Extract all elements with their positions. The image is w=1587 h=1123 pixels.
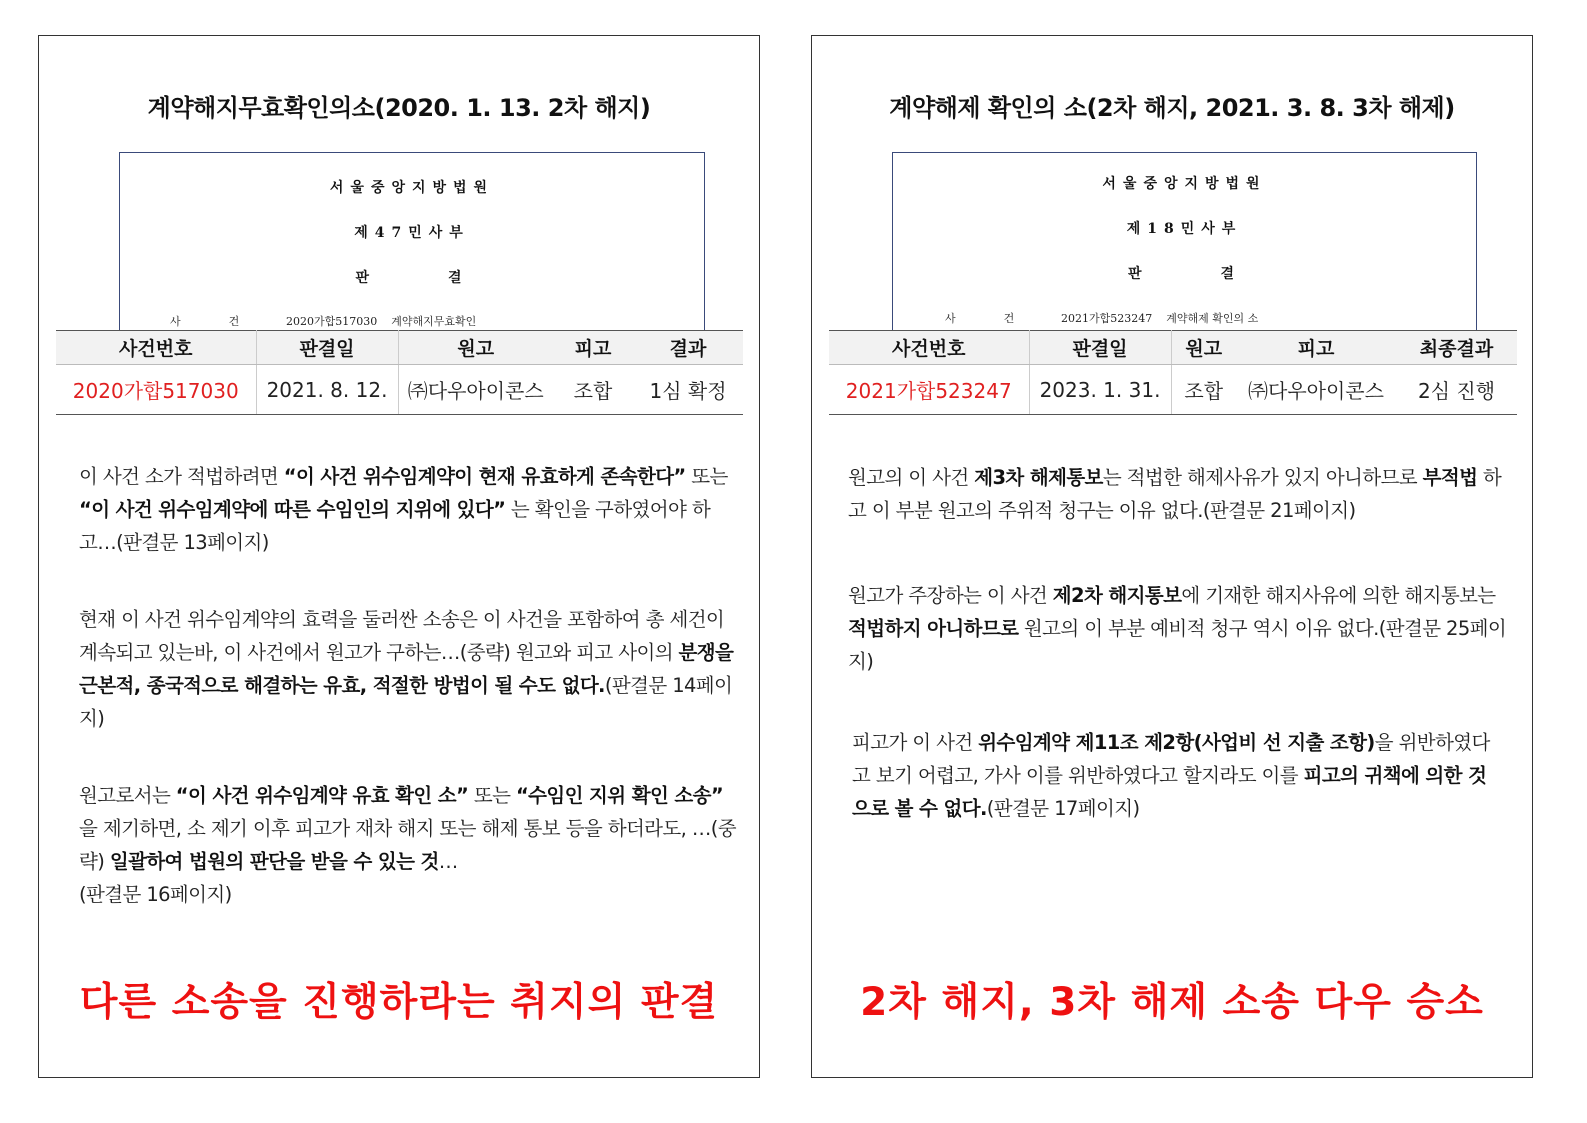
quote-text: 이 사건 소가 적법하려면 (79, 465, 284, 488)
left-conclusion: 다른 소송을 진행하라는 취지의 판결 (79, 980, 719, 1025)
left-quote-2 (79, 603, 739, 735)
quote-emphasis: “이 사건 위수임계약이 현재 유효하게 존속한다” (283, 465, 686, 488)
left-quote-3 (79, 779, 739, 911)
right-doc-division: 제18민사부 (1126, 221, 1243, 237)
right-quote-3 (852, 726, 1492, 825)
left-panel (38, 35, 760, 1078)
right-table-header-row (829, 331, 1517, 365)
right-td-plaintiff: 조합 (1171, 365, 1236, 415)
right-conclusion: 2차 해지, 3차 해제 소송 다우 승소 (860, 980, 1484, 1025)
left-td-plaintiff: ㈜다우아이콘스 (398, 365, 553, 415)
right-th-result: 최종결과 (1396, 331, 1517, 365)
quote-emphasis: “수임인 지위 확인 소송” (515, 784, 724, 807)
left-td-case-number: 2020가합517030 (56, 365, 256, 415)
quote-text: 피고가 이 사건 (852, 731, 979, 754)
quote-text: … (438, 850, 458, 873)
quote-emphasis: 분쟁을 근본적, 종국적으로 해결하는 유효, 적절한 방법이 될 수도 없다. (79, 641, 734, 697)
left-doc-case-label: 사건 (170, 315, 288, 328)
left-th-plaintiff: 원고 (398, 331, 553, 365)
right-judgment-excerpt (892, 152, 1477, 332)
quote-text: 현재 이 사건 위수임계약의 효력을 둘러싼 소송은 이 사건을 포함하여 총 세건이 계속되고 있는바, 이 사건에서 원고가 구하는…(중략) 원고와 피고 사이의 (79, 608, 725, 664)
left-td-date: 2021. 8. 12. (256, 365, 398, 415)
left-th-result: 결과 (633, 331, 743, 365)
right-quote-1 (848, 461, 1513, 527)
quote-emphasis: 제2차 해지통보 (1052, 584, 1182, 607)
left-doc-court: 서울중앙지방법원 (329, 180, 495, 196)
table-row (829, 365, 1517, 415)
table-row (56, 365, 743, 415)
right-case-table (829, 330, 1517, 415)
right-th-date: 판결일 (1029, 331, 1171, 365)
quote-emphasis: 적법하지 아니하므로 (848, 617, 1019, 640)
left-case-table (56, 330, 743, 415)
quote-text: (판결문 16페이지) (79, 883, 232, 906)
quote-text: 원고가 주장하는 이 사건 (848, 584, 1053, 607)
right-panel-title: 계약해제 확인의 소(2차 해지, 2021. 3. 8. 3차 해제) (889, 94, 1455, 122)
quote-text: 하고 이 부분 원고의 주위적 청구는 이유 없다.(판결문 21페이지) (848, 466, 1502, 522)
quote-text: 을 위반하였다고 보기 어렵고, 가사 이를 위반하였다고 할지라도 이를 (852, 731, 1490, 787)
quote-text: 을 제기하면, 소 제기 이후 피고가 재차 해지 또는 해제 통보 등을 하더라도, …(중략) (79, 817, 736, 873)
left-doc-kind-b: 결 (448, 270, 469, 286)
left-th-case-number: 사건번호 (56, 331, 256, 365)
quote-emphasis: 부적법 (1422, 466, 1478, 489)
right-doc-case-label: 사건 (945, 312, 1063, 325)
right-td-defendant: ㈜다우아이콘스 (1236, 365, 1396, 415)
quote-text: (판결문 14페이지) (79, 674, 733, 730)
quote-text: 에 기재한 해지사유에 의한 해지통보는 (1181, 584, 1496, 607)
left-doc-case-name: 계약해지무효확인 (391, 315, 477, 328)
quote-emphasis: 피고의 귀책에 의한 것으로 볼 수 없다. (852, 764, 1487, 820)
left-judgment-excerpt (119, 152, 705, 335)
right-doc-kind-b: 결 (1220, 266, 1242, 282)
right-doc-kind-a: 판 (1127, 266, 1149, 282)
quote-text: 원고의 이 부분 예비적 청구 역시 이유 없다.(판결문 25페이지) (848, 617, 1507, 673)
right-doc-case-name: 계약해제 확인의 소 (1166, 312, 1259, 325)
quote-emphasis: 위수임계약 제11조 제2항(사업비 선 지출 조항) (978, 731, 1375, 754)
left-table-header-row (56, 331, 743, 365)
right-td-result: 2심 진행 (1396, 365, 1517, 415)
right-panel (811, 35, 1533, 1078)
right-th-plaintiff: 원고 (1171, 331, 1236, 365)
left-th-defendant: 피고 (553, 331, 633, 365)
right-doc-case-number: 2021가합523247 (1061, 312, 1153, 325)
right-doc-case-line (945, 310, 1258, 326)
left-td-result: 1심 확정 (633, 365, 743, 415)
quote-text: (판결문 17페이지) (986, 797, 1140, 820)
right-th-defendant: 피고 (1236, 331, 1396, 365)
quote-emphasis: 제3차 해제통보 (974, 466, 1103, 489)
left-doc-kind-a: 판 (355, 270, 376, 286)
right-doc-kind (893, 263, 1476, 283)
right-td-date: 2023. 1. 31. (1029, 365, 1171, 415)
left-doc-kind (120, 267, 704, 287)
quote-emphasis: “이 사건 위수임계약에 따른 수임인의 지위에 있다” (79, 498, 506, 521)
quote-text: 는 적법한 해제사유가 있지 아니하므로 (1102, 466, 1423, 489)
right-th-case-number: 사건번호 (829, 331, 1029, 365)
left-doc-division: 제47민사부 (354, 225, 470, 241)
left-th-date: 판결일 (256, 331, 398, 365)
quote-text: 또는 (468, 784, 516, 807)
right-quote-2 (848, 579, 1513, 678)
quote-emphasis: “이 사건 위수임계약 유효 확인 소” (175, 784, 469, 807)
left-td-defendant: 조합 (553, 365, 633, 415)
left-doc-case-number: 2020가합517030 (286, 315, 378, 328)
quote-emphasis: 일괄하여 법원의 판단을 받을 수 있는 것 (109, 850, 439, 873)
left-panel-title: 계약해지무효확인의소(2020. 1. 13. 2차 해지) (147, 94, 651, 122)
right-td-case-number: 2021가합523247 (829, 365, 1029, 415)
quote-text: 원고의 이 사건 (848, 466, 975, 489)
quote-text: 또는 (685, 465, 728, 488)
left-quote-1 (79, 460, 739, 559)
right-doc-court: 서울중앙지방법원 (1102, 176, 1267, 192)
left-doc-case-line (170, 313, 476, 329)
quote-text: 원고로서는 (79, 784, 176, 807)
quote-text: 는 확인을 구하였어야 하고…(판결문 13페이지) (79, 498, 711, 554)
